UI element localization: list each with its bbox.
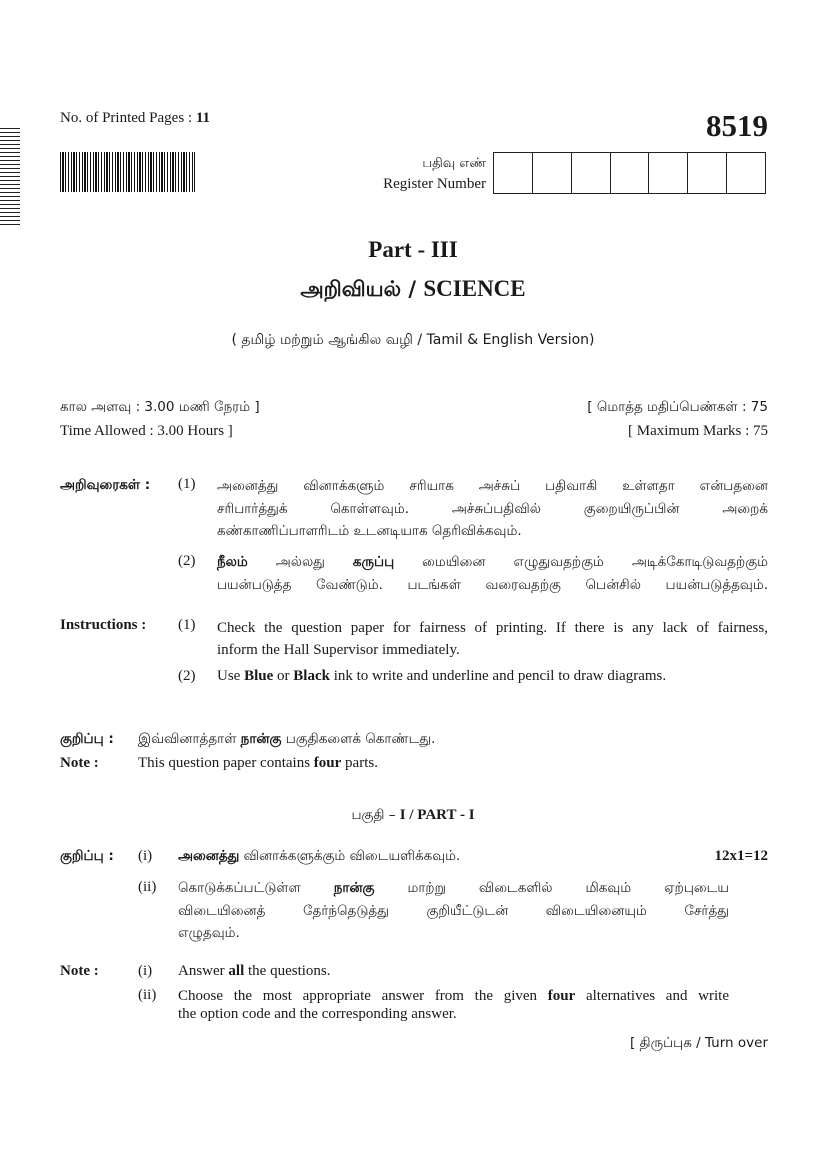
register-digit-box[interactable] xyxy=(532,153,571,193)
note-en-label: Note : xyxy=(60,755,99,771)
register-number-boxes[interactable] xyxy=(493,152,766,194)
printed-pages: No. of Printed Pages : 11 xyxy=(60,110,211,126)
item-number: (ii) xyxy=(138,879,157,895)
register-label-en: Register Number xyxy=(383,176,486,192)
part1-heading: பகுதி – I / PART - I xyxy=(351,807,475,823)
item-number: (2) xyxy=(178,668,196,684)
register-digit-box[interactable] xyxy=(687,153,726,193)
time-allowed-en: Time Allowed : 3.00 Hours ] xyxy=(60,423,233,439)
item-number: (i) xyxy=(138,963,153,979)
register-label-ta: பதிவு எண் xyxy=(422,156,486,171)
item-number: (i) xyxy=(138,848,153,864)
register-digit-box[interactable] xyxy=(726,153,765,193)
note-ta-label: குறிப்பு : xyxy=(60,731,114,747)
note-ta-text: இவ்வினாத்தாள் நான்கு பகுதிகளைக் கொண்டது. xyxy=(138,731,436,747)
part-title: Part - III xyxy=(368,237,458,262)
max-marks-ta: [ மொத்த மதிப்பெண்கள் : 75 xyxy=(587,399,768,415)
instruction-ta-1: அனைத்து வினாக்களும் சரியாக அச்சுப் பதிவாகி உள்ளதா என்பதனை சரிபார்த்துக் கொள்ளவும். அச்சுப்பதிவில் குறையிருப்பின் அறைக் கண்காணிப்பாளரிடம் உடனடியாக தெரிவிக்கவும். xyxy=(217,478,768,539)
note-en-text: This question paper contains four parts. xyxy=(138,755,378,771)
edge-marks xyxy=(0,128,20,226)
part1-note-ta-2: கொடுக்கப்பட்டுள்ள நான்கு மாற்று விடைகளில் மிகவும் ஏற்புடைய விடையினைத் தேர்ந்தெடுத்து குறியீட்டுடன் விடையினையும் சேர்த்து எழுதவும். xyxy=(178,880,729,941)
part1-note-ta-label: குறிப்பு : xyxy=(60,848,114,864)
register-digit-box[interactable] xyxy=(610,153,649,193)
register-digit-box[interactable] xyxy=(494,153,532,193)
instruction-en-1: Check the question paper for fairness of printing. If there is any lack of fairness, inform the Hall Supervisor immediately. xyxy=(217,620,768,658)
register-digit-box[interactable] xyxy=(571,153,610,193)
item-number: (1) xyxy=(178,476,196,492)
part1-note-en-2: Choose the most appropriate answer from the given four alternatives and write the option code and the corresponding answer. xyxy=(178,988,729,1022)
item-number: (1) xyxy=(178,617,196,633)
part1-marks: 12x1=12 xyxy=(714,848,768,864)
part1-note-ta-1: அனைத்து வினாக்களுக்கும் விடையளிக்கவும். xyxy=(178,848,461,864)
version-line: ( தமிழ் மற்றும் ஆங்கில வழி / Tamil & English Version) xyxy=(231,332,595,348)
instructions-ta-label: அறிவுரைகள் : xyxy=(60,477,151,493)
part1-note-en-label: Note : xyxy=(60,963,99,979)
part1-note-en-1: Answer all the questions. xyxy=(178,963,331,979)
barcode xyxy=(60,152,195,192)
instruction-en-2: Use Blue or Black ink to write and underline and pencil to draw diagrams. xyxy=(217,668,667,684)
item-number: (ii) xyxy=(138,987,157,1003)
max-marks-en: [ Maximum Marks : 75 xyxy=(628,423,768,439)
item-number: (2) xyxy=(178,553,196,569)
turn-over: [ திருப்புக / Turn over xyxy=(629,1035,768,1051)
instructions-en-label: Instructions : xyxy=(60,617,147,633)
subject-title: அறிவியல் / SCIENCE xyxy=(300,276,526,301)
register-digit-box[interactable] xyxy=(648,153,687,193)
paper-code: 8519 xyxy=(706,108,768,143)
time-allowed-ta: கால அளவு : 3.00 மணி நேரம் ] xyxy=(60,399,260,415)
instruction-ta-2: நீலம் அல்லது கருப்பு மையினை எழுதுவதற்கும் அடிக்கோடிடுவதற்கும் பயன்படுத்த வேண்டும். படங்கள் வரைவதற்கு பென்சில் பயன்படுத்தவும். xyxy=(217,554,768,593)
